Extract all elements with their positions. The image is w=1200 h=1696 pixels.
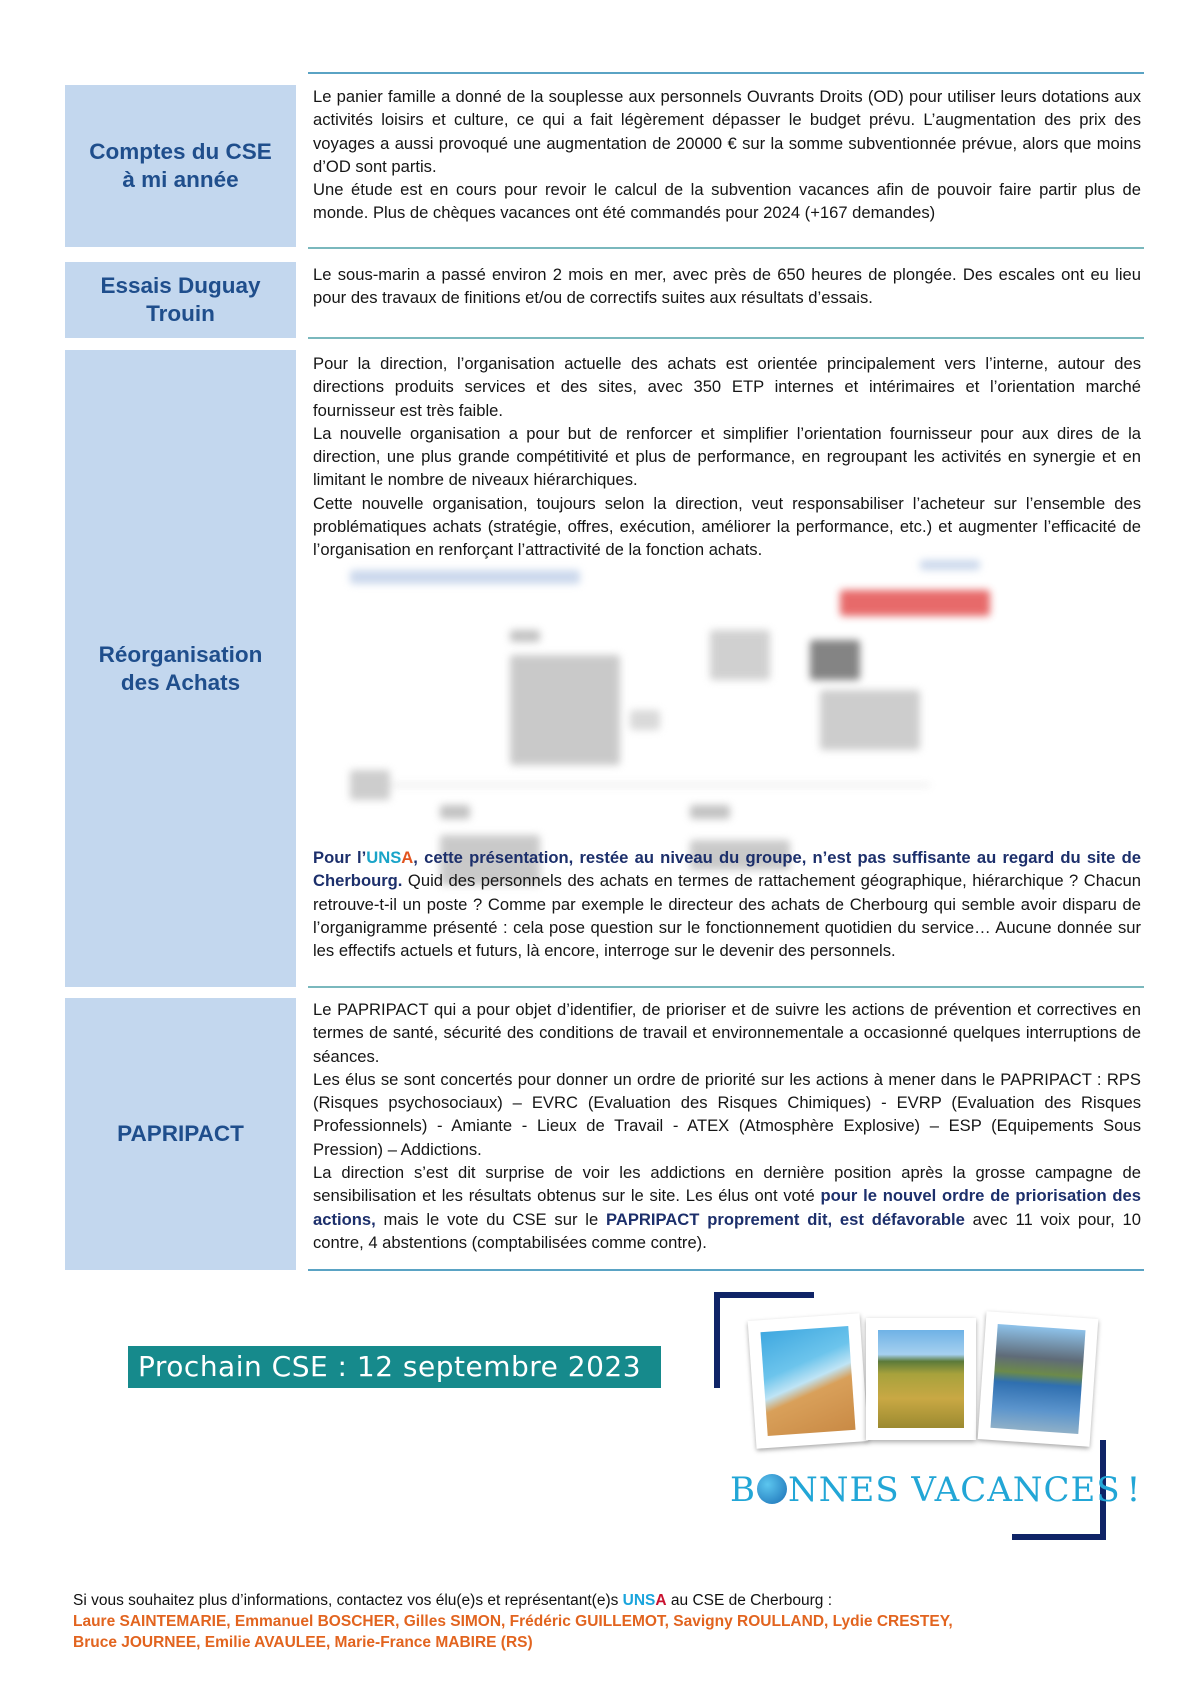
photo-beach [748, 1313, 869, 1449]
representatives-names: Bruce JOURNEE, Emilie AVAULEE, Marie-France MABIRE (RS) [73, 1634, 533, 1651]
footer-intro: Si vous souhaitez plus d’informations, contactez vos élu(e)s et représentant(e)s UNSA au CSE de Cherbourg : [73, 1592, 833, 1609]
mountain-lake-image [990, 1324, 1085, 1434]
divider-top [308, 72, 1144, 74]
section-label-line: Réorganisation [98, 641, 263, 667]
next-meeting-banner: Prochain CSE : 12 septembre 2023 [128, 1346, 661, 1388]
section-text-reorganisation [313, 352, 1141, 562]
paragraph: Le panier famille a donné de la souplesse aux personnels Ouvrants Droits (OD) pour utiliser leurs dotations aux activités loisirs et culture, ce qui a fait légèrement dépasser le budget prévu. L’augmentation des prix des voyages a aussi provoqué une augmentation de 20000 € sur la somme subventionnée prévue, alors que moins d’OD sont partis. [313, 87, 1141, 176]
vote-text: La direction s’est dit surprise de voir les addictions en dernière position après la grosse campagne de sensibilisation et les résultats obtenus sur le site. Les élus ont voté [313, 1163, 1141, 1206]
bonnes-vacances-title: B NNES VACANCES ! [730, 1470, 1142, 1510]
section-label-line: PAPRIPACT [117, 1121, 244, 1146]
unsa-opinion-text: Quid des personnels des achats en termes de rattachement géographique, hiérarchique ? Chacun retrouve-t-il un poste ? Comme par exemple le directeur des achats de Cherbourg qui semble avoir disparu de l’organigramme présenté : cela pose question sur le fonctionnement quotidien du service… Aucune donnée sur les effectifs actuels et futurs, là encore, interroge sur le devenir des personnels. [313, 871, 1141, 961]
frame-corner-top-left [714, 1292, 720, 1388]
vote-text: mais le vote du CSE sur le [375, 1209, 606, 1229]
divider-bottom [308, 1269, 1144, 1271]
section-label-line: Trouin [146, 301, 215, 326]
section-text-comptes [313, 85, 1141, 225]
vote-bold: PAPRIPACT proprement dit, est défavorable [606, 1209, 965, 1229]
countryside-image [878, 1330, 964, 1428]
section-label-line: à mi année [122, 167, 239, 192]
paragraph-vote [313, 1161, 1141, 1254]
section-label-reorganisation [65, 350, 296, 987]
photo-mountain-lake [978, 1311, 1099, 1447]
unsa-logo-text-a: A [401, 848, 414, 867]
paragraph: Pour la direction, l’organisation actuelle des achats est orientée principalement vers l’interne, autour des directions produits services et des sites, avec 350 ETP internes et intérimaires et l’orientation marché fournisseur est très faible. [313, 354, 1141, 420]
paragraph: La nouvelle organisation a pour but de renforcer et simplifier l’orientation fournisseur pour aux dires de la direction, une plus grande compétitivité et plus de performance, en regroupant les activités en synergie et en limitant le nombre de niveaux hiérarchiques. [313, 423, 1141, 490]
section-label-line: Comptes du CSE [89, 139, 272, 164]
unsa-logo-text-uns: UNS [366, 848, 402, 867]
divider [308, 986, 1144, 988]
frame-corner-top-left [714, 1292, 814, 1298]
unsa-opinion-bold: Pour l’ [313, 848, 367, 867]
frame-corner-bottom-right [1012, 1534, 1106, 1540]
section-text-essais [313, 263, 1141, 310]
section-label-line: des Achats [120, 669, 241, 695]
paragraph: Le sous-marin a passé environ 2 mois en mer, avec près de 650 heures de plongée. Des escales ont eu lieu pour des travaux de finitions et/ou de correctifs suites aux résultats d’essais. [313, 265, 1141, 308]
unsa-text-a: A [655, 1592, 667, 1609]
unsa-opinion-bold: , cette présentation, restée au niveau du groupe, n’est pas suffisante au regard du site de Cherbourg. [313, 848, 1141, 891]
paragraph: Le PAPRIPACT qui a pour objet d’identifier, de prioriser et de suivre les actions de prévention et correctives en termes de santé, sécurité des conditions de travail et environnementale a occasionné quelques interruptions de séances. [313, 1000, 1141, 1066]
vote-text: avec 11 voix pour, 10 contre, 4 abstentions (comptabilisées comme contre). [313, 1209, 1141, 1252]
unsa-opinion [313, 846, 1141, 962]
divider [308, 247, 1144, 249]
paragraph: Les élus se sont concertés pour donner un ordre de priorité sur les actions à mener dans le PAPRIPACT : RPS (Risques psychosociaux) – EVRC (Evaluation des Risques Chimiques) - EVRP (Evaluation des Risques Professionnels) - Amiante - Lieux de Travail - ATEX (Atmosphère Explosive) – ESP (Equipements Sous Pression) – Addictions. [313, 1069, 1141, 1159]
org-chart-image-blurred [330, 560, 1030, 845]
paragraph: Une étude est en cours pour revoir le calcul de la subvention vacances afin de pouvoir faire partir plus de monde. Plus de chèques vacances ont été commandés pour 2024 (+167 demandes) [313, 180, 1141, 223]
footer-contact [73, 1590, 1153, 1653]
photo-countryside [866, 1318, 976, 1440]
bonnes-vacances-graphic [700, 1280, 1140, 1560]
unsa-globe-logo-icon [757, 1474, 787, 1504]
paragraph: Cette nouvelle organisation, toujours selon la direction, veut responsabiliser l’acheteur sur l’ensemble des problématiques achats (stratégie, offres, exécution, améliorer la performance, etc.) et augmenter l’efficacité de l’organisation en renforçant l’attractivité de la fonction achats. [313, 493, 1141, 560]
section-label-line: Essais Duguay [100, 273, 261, 298]
unsa-text-uns: UNS [622, 1592, 656, 1609]
section-label-comptes [65, 85, 296, 247]
divider [308, 337, 1144, 339]
vote-bold: pour le nouvel ordre de priorisation des actions, [313, 1186, 1141, 1229]
section-label-essais [65, 262, 296, 338]
representatives-names: Laure SAINTEMARIE, Emmanuel BOSCHER, Gilles SIMON, Frédéric GUILLEMOT, Savigny ROULLAND, Lydie CRESTEY, [73, 1613, 953, 1630]
section-label-papripact [65, 998, 296, 1270]
section-text-papripact [313, 998, 1141, 1254]
beach-image [760, 1326, 855, 1436]
